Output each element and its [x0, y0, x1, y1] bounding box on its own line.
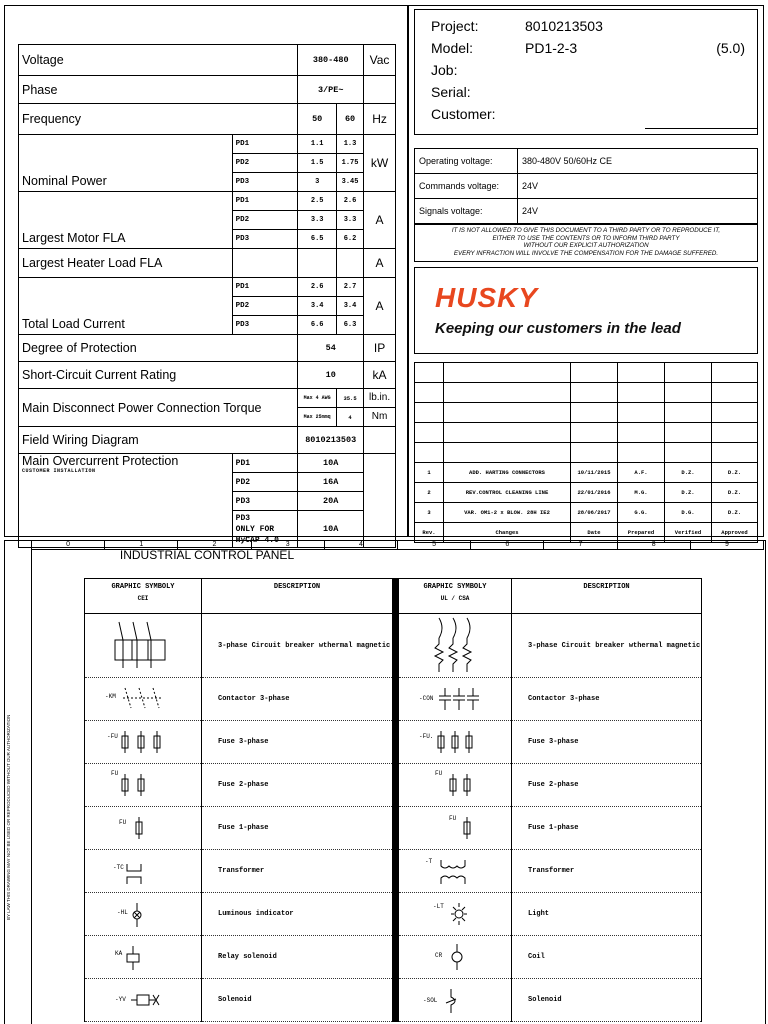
symbol-ul-breaker: [396, 614, 512, 678]
symbol-cei-fuse2: [85, 764, 202, 807]
legend-desc: Fuse 1-phase: [202, 807, 396, 850]
sccr-unit: kA: [364, 362, 396, 389]
total-load-unit: A: [364, 278, 396, 335]
rev-change: VAR. OM1-2 x BLOW. 28H IE2: [444, 503, 571, 523]
oc-value-hycap: 10A: [298, 511, 364, 548]
symbol-cei-indicator: [85, 893, 202, 936]
heater-fla-label: Largest Heater Load FLA: [19, 249, 233, 278]
ruler-cell: 7: [544, 541, 617, 549]
mf-v: 2.6: [337, 192, 364, 211]
ruler-cell: 1: [105, 541, 178, 549]
symbol-tag: -FU: [107, 733, 118, 740]
legend-desc: Fuse 3-phase: [202, 721, 396, 764]
legend-desc: Transformer: [512, 850, 702, 893]
ops-label: Operating voltage:: [415, 149, 518, 174]
rev-num: 2: [415, 483, 444, 503]
legend-header-title: GRAPHIC SYMBOLY: [423, 583, 487, 591]
legend-desc: Light: [512, 893, 702, 936]
circuit-breaker-ul-icon: [399, 614, 511, 674]
overcurrent-label: Main Overcurrent Protection: [22, 454, 179, 468]
np-v: 3.45: [337, 173, 364, 192]
project-label: Project:: [431, 18, 479, 34]
legend-header-desc: DESCRIPTION: [512, 579, 702, 614]
rev-num: 1: [415, 463, 444, 483]
tl-model: PD3: [232, 316, 298, 335]
legend-desc: Contactor 3-phase: [512, 678, 702, 721]
sccr-value: 10: [298, 362, 364, 389]
frequency-label: Frequency: [19, 104, 298, 135]
protection-unit: IP: [364, 335, 396, 362]
symbol-ul-solenoid: [396, 979, 512, 1022]
ruler-cell: 3: [252, 541, 325, 549]
circuit-breaker-icon: [85, 614, 201, 674]
tl-v: 2.6: [298, 278, 337, 297]
model-value: PD1-2-3: [525, 40, 578, 56]
symbol-tag: -CON: [419, 695, 434, 702]
symbol-tag: FU: [111, 770, 119, 777]
tl-v: 2.7: [337, 278, 364, 297]
rev-change: REV.CONTROL CLEANING LINE: [444, 483, 571, 503]
mf-model: PD3: [232, 230, 298, 249]
nominal-power-unit: kW: [364, 135, 396, 192]
serial-label: Serial:: [431, 84, 471, 100]
legend-desc: Luminous indicator: [202, 893, 396, 936]
np-v: 1.5: [298, 154, 337, 173]
symbol-cei-transformer: [85, 850, 202, 893]
transformer-icon: [125, 862, 145, 888]
legend-desc: Fuse 3-phase: [512, 721, 702, 764]
symbol-tag: -TC: [113, 864, 124, 871]
specs-table: [18, 44, 396, 562]
overcurrent-sub: CUSTOMER INSTALLATION: [22, 468, 96, 474]
rev-header: Verified: [665, 523, 712, 543]
logo-name: HUSKY: [435, 282, 539, 313]
voltage-unit: Vac: [364, 45, 396, 76]
legal-notice: [414, 224, 758, 262]
legend-header: [85, 579, 202, 614]
torque-v1: 35.5: [337, 389, 364, 408]
mf-model: PD1: [232, 192, 298, 211]
symbol-ul-fuse1: [396, 807, 512, 850]
rev-prepared: A.F.: [618, 463, 665, 483]
transformer-ul-icon: [439, 858, 473, 886]
torque-r2: Max 25mmq: [298, 408, 337, 427]
symbol-tag: CR: [435, 952, 443, 959]
rev-verified: D.G.: [665, 503, 712, 523]
revision-row: [415, 503, 758, 523]
ruler-cell: 8: [618, 541, 691, 549]
legend-desc: Transformer: [202, 850, 396, 893]
fuse-2-phase-icon: [121, 772, 151, 798]
symbol-tag: FU: [119, 819, 127, 826]
symbol-ul-contactor: [396, 678, 512, 721]
notice-line: EVERY INFRACTION WILL INVOLVE THE COMPENSATION FOR THE DAMAGE SUFFERED.: [453, 249, 719, 257]
oc-model: PD3: [232, 492, 298, 511]
project-value: 8010213503: [525, 18, 603, 34]
frequency-v2: 60: [337, 104, 364, 135]
legend-desc: Fuse 1-phase: [512, 807, 702, 850]
rev-change: ADD. HARTING CONNECTORS: [444, 463, 571, 483]
logo-tagline: Keeping our customers in the lead: [435, 320, 681, 337]
oc-model: PD2: [232, 473, 298, 492]
mf-v: 3.3: [298, 211, 337, 230]
sccr-label: Short-Circuit Current Rating: [19, 362, 298, 389]
phase-label: Phase: [19, 76, 298, 104]
version: (5.0): [716, 40, 745, 56]
ruler-cell: 6: [471, 541, 544, 549]
relay-coil-icon: [125, 944, 145, 972]
rev-num: 3: [415, 503, 444, 523]
legend-desc: Solenoid: [202, 979, 396, 1022]
symbol-cei-contactor: [85, 678, 202, 721]
symbol-tag: -SOL: [423, 997, 438, 1004]
revision-row: [415, 483, 758, 503]
legend-header: [396, 579, 512, 614]
total-load-label: Total Load Current: [19, 278, 233, 335]
solenoid-ul-icon: [443, 987, 463, 1015]
tl-v: 6.6: [298, 316, 337, 335]
overcurrent-cell: [19, 454, 233, 511]
rev-date: 28/06/2017: [571, 503, 618, 523]
ruler-cell: 0: [32, 541, 105, 549]
rev-header: Approved: [712, 523, 758, 543]
symbol-tag: -YV: [115, 996, 126, 1003]
ops-label: Commands voltage:: [415, 174, 518, 199]
symbol-ul-transformer: [396, 850, 512, 893]
rev-date: 22/01/2016: [571, 483, 618, 503]
symbol-ul-coil: [396, 936, 512, 979]
wiring-label: Field Wiring Diagram: [19, 427, 298, 454]
np-model: PD3: [232, 173, 298, 192]
voltage-label: Voltage: [19, 45, 298, 76]
mf-model: PD2: [232, 211, 298, 230]
rev-header: Prepared: [618, 523, 665, 543]
husky-logo: [414, 267, 758, 354]
symbol-ul-light: [396, 893, 512, 936]
oc-value: 16A: [298, 473, 364, 492]
rev-date: 10/11/2015: [571, 463, 618, 483]
np-v: 1.75: [337, 154, 364, 173]
symbol-cei-fuse1: [85, 807, 202, 850]
project-box: [414, 9, 758, 135]
nominal-power-label: Nominal Power: [19, 135, 233, 192]
motor-fla-unit: A: [364, 192, 396, 249]
protection-value: 54: [298, 335, 364, 362]
legend-desc: Contactor 3-phase: [202, 678, 396, 721]
side-copyright: BY LAW THIS DRAWING MAY NOT BE USED OR REPRODUCED WITHOUT OUR AUTHORIZATION: [6, 714, 11, 920]
rev-header: Changes: [444, 523, 571, 543]
symbol-tag: FU: [435, 770, 443, 777]
fuse-2-phase-ul-icon: [449, 772, 479, 798]
np-model: PD2: [232, 154, 298, 173]
fuse-3-phase-icon: [121, 729, 161, 755]
contactor-icon: [121, 684, 171, 714]
rev-approved: D.Z.: [712, 463, 758, 483]
ruler-cell: 4: [325, 541, 398, 549]
torque-u2: Nm: [364, 408, 396, 427]
symbol-cei-fuse3: [85, 721, 202, 764]
legend-desc: Fuse 2-phase: [202, 764, 396, 807]
torque-r1: Max 4 AWG: [298, 389, 337, 408]
torque-v2: 4: [337, 408, 364, 427]
legend-desc: Solenoid: [512, 979, 702, 1022]
symbol-tag: -LT: [433, 903, 444, 910]
voltage-table: [414, 148, 758, 224]
np-model: PD1: [232, 135, 298, 154]
mf-v: 2.5: [298, 192, 337, 211]
fuse-1-phase-icon: [135, 815, 147, 841]
ruler-cell: 9: [724, 541, 729, 548]
rev-verified: D.Z.: [665, 463, 712, 483]
ops-label: Signals voltage:: [415, 199, 518, 224]
voltage-value: 380-480: [298, 45, 364, 76]
rev-prepared: G.G.: [618, 503, 665, 523]
symbol-tag: -FU.: [419, 733, 434, 740]
mf-v: 6.2: [337, 230, 364, 249]
specs-footer: INDUSTRIAL CONTROL PANEL: [19, 548, 396, 563]
rev-approved: D.Z.: [712, 483, 758, 503]
ruler-cell: 5: [398, 541, 471, 549]
legend-header-desc: DESCRIPTION: [202, 579, 396, 614]
tl-v: 6.3: [337, 316, 364, 335]
rev-verified: D.Z.: [665, 483, 712, 503]
legend-desc: 3-phase Circuit breaker wthermal magnetic: [202, 614, 396, 678]
legend-desc: Coil: [512, 936, 702, 979]
heater-fla-unit: A: [364, 249, 396, 278]
motor-fla-label: Largest Motor FLA: [19, 192, 233, 249]
np-v: 3: [298, 173, 337, 192]
symbol-tag: FU: [449, 815, 457, 822]
rev-approved: D.Z.: [712, 503, 758, 523]
rev-prepared: M.G.: [618, 483, 665, 503]
oc-value: 20A: [298, 492, 364, 511]
legend-desc: 3-phase Circuit breaker wthermal magnetic: [512, 614, 702, 678]
symbol-ul-fuse3: [396, 721, 512, 764]
symbol-legend: [84, 578, 702, 1022]
symbol-tag: -KM: [105, 693, 116, 700]
rev-header: Date: [571, 523, 618, 543]
phase-value: 3/PE~: [298, 76, 364, 104]
legend-desc: Fuse 2-phase: [512, 764, 702, 807]
protection-label: Degree of Protection: [19, 335, 298, 362]
mf-v: 3.3: [337, 211, 364, 230]
fuse-3-phase-ul-icon: [437, 729, 477, 755]
notice-line: IT IS NOT ALLOWED TO GIVE THIS DOCUMENT TO A THIRD PARTY OR TO REPRODUCE IT,: [451, 227, 721, 234]
frequency-unit: Hz: [364, 104, 396, 135]
notice-line: WITHOUT OUR EXPLICIT AUTHORIZATION: [523, 242, 649, 249]
notice-line: EITHER TO USE THE CONTENTS OR TO INFORM THIRD PARTY: [492, 234, 680, 242]
symbol-ul-fuse2: [396, 764, 512, 807]
symbol-cei-relay: [85, 936, 202, 979]
indicator-lamp-icon: [129, 901, 149, 929]
legend-header-std: UL / CSA: [440, 595, 470, 602]
legend-header-title: GRAPHIC SYMBOLY: [111, 583, 175, 591]
frequency-v1: 50: [298, 104, 337, 135]
tl-model: PD2: [232, 297, 298, 316]
customer-label: Customer:: [431, 106, 496, 122]
symbol-tag: -HL: [117, 909, 128, 916]
model-label: Model:: [431, 40, 474, 56]
ruler-cell: 2: [178, 541, 251, 549]
wiring-value: 8010213503: [298, 427, 364, 454]
job-label: Job:: [431, 62, 458, 78]
tl-v: 3.4: [298, 297, 337, 316]
symbol-cei-solenoid: [85, 979, 202, 1022]
torque-label: Main Disconnect Power Connection Torque: [19, 389, 298, 427]
contactor-ul-icon: [439, 686, 479, 712]
ops-value: 380-480V 50/60Hz CE: [518, 149, 758, 174]
light-icon: [449, 901, 469, 927]
symbol-tag: KA: [115, 950, 123, 957]
legend-desc: Relay solenoid: [202, 936, 396, 979]
ops-value: 24V: [518, 174, 758, 199]
tl-model: PD1: [232, 278, 298, 297]
legend-header-std: CEI: [137, 595, 149, 602]
oc-model: PD1: [232, 454, 298, 473]
np-v: 1.1: [298, 135, 337, 154]
revision-row: [415, 463, 758, 483]
mf-v: 6.5: [298, 230, 337, 249]
coil-icon: [449, 942, 469, 972]
column-ruler: [31, 540, 764, 550]
symbol-cei-breaker: [85, 614, 202, 678]
solenoid-valve-icon: [129, 993, 165, 1007]
tl-v: 3.4: [337, 297, 364, 316]
np-v: 1.3: [337, 135, 364, 154]
oc-model-hycap: PD3 ONLY FOR HyCAP 4.0: [232, 511, 298, 548]
revision-table: [414, 362, 758, 543]
ops-value: 24V: [518, 199, 758, 224]
rev-header: Rev.: [415, 523, 444, 543]
torque-u1: lb.in.: [364, 389, 396, 408]
oc-value: 10A: [298, 454, 364, 473]
symbol-tag: -T: [425, 858, 433, 865]
fuse-1-phase-ul-icon: [463, 815, 475, 841]
